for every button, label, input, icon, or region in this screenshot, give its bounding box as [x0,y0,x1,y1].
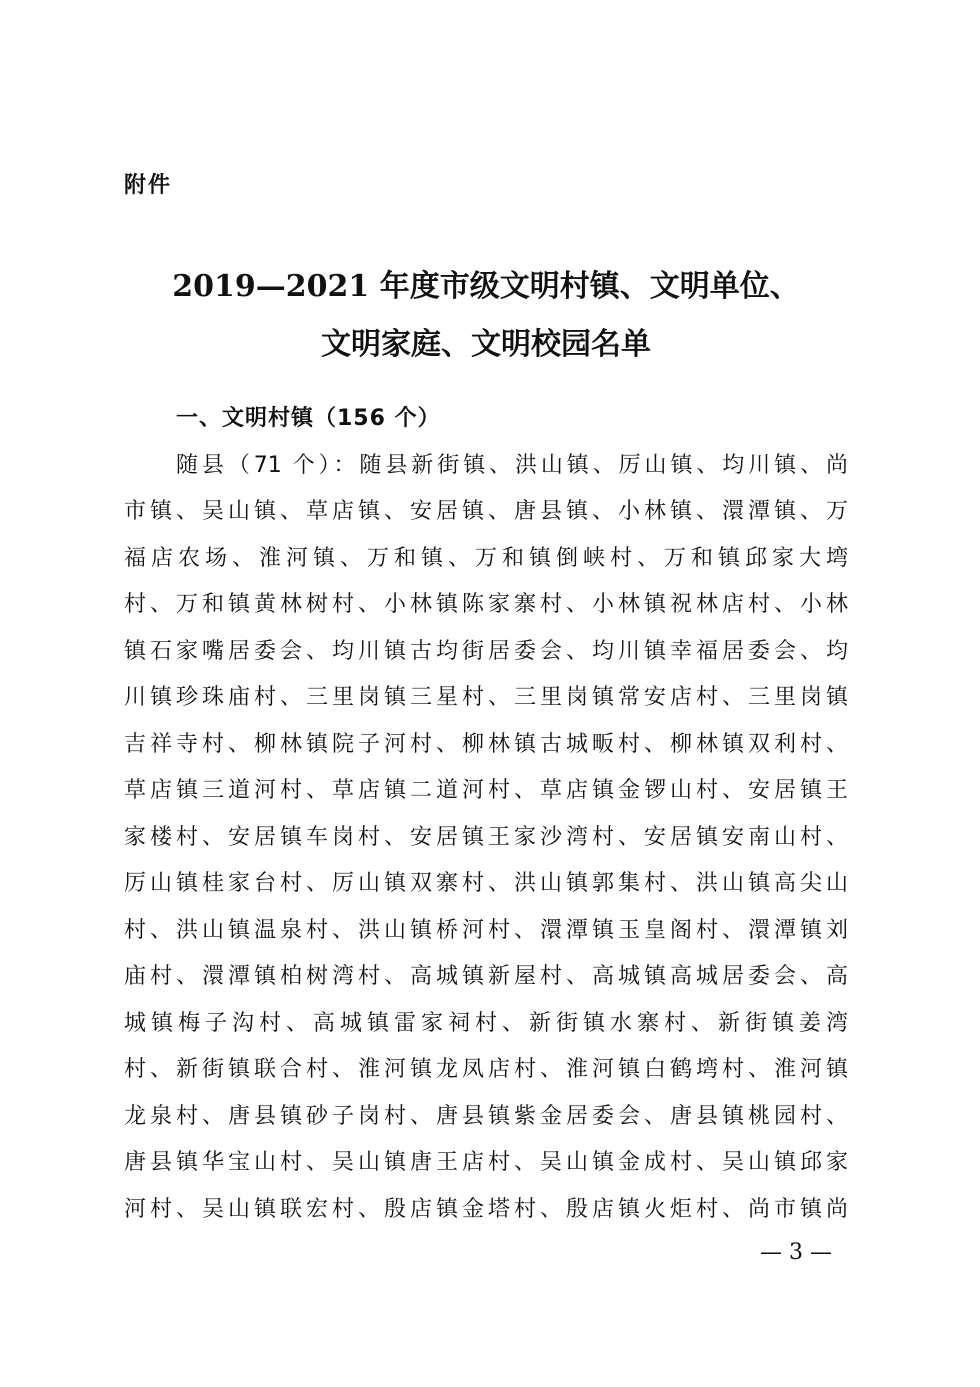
body-text-line: 福店农场、淮河镇、万和镇、万和镇倒峡村、万和镇邱家大塆 [124,546,848,571]
body-text-line: 吉祥寺村、柳林镇院子河村、柳林镇古城畈村、柳林镇双利村、 [124,732,848,757]
body-text-line: 镇石家嘴居委会、均川镇古均街居委会、均川镇幸福居委会、均 [124,639,848,664]
body-text-line: 厉山镇桂家台村、厉山镇双寨村、洪山镇郭集村、洪山镇高尖山 [124,871,848,896]
body-text-line: 家楼村、安居镇车岗村、安居镇王家沙湾村、安居镇安南山村、 [124,825,848,850]
attachment-label: 附件 [124,173,173,198]
body-text-line: 市镇、吴山镇、草店镇、安居镇、唐县镇、小林镇、澴潭镇、万 [124,499,848,524]
document-title-line-2: 文明家庭、文明校园名单 [321,327,651,362]
document-title-line-1: 2019—2021 年度市级文明村镇、文明单位、 [172,269,800,304]
body-text-line: 草店镇三道河村、草店镇二道河村、草店镇金锣山村、安居镇王 [124,778,848,803]
body-text-line: 唐县镇华宝山村、吴山镇唐王店村、吴山镇金成村、吴山镇邱家 [124,1150,848,1175]
body-text-line: 龙泉村、唐县镇砂子岗村、唐县镇紫金居委会、唐县镇桃园村、 [124,1104,848,1129]
body-text-line: 城镇梅子沟村、高城镇雷家祠村、新街镇水寨村、新街镇姜湾 [124,1011,848,1036]
body-text-line: 村、新街镇联合村、淮河镇龙凤店村、淮河镇白鹤塆村、淮河镇 [124,1057,848,1082]
body-text-line: 川镇珍珠庙村、三里岗镇三星村、三里岗镇常安店村、三里岗镇 [124,685,848,710]
body-text-line: 村、洪山镇温泉村、洪山镇桥河村、澴潭镇玉皇阁村、澴潭镇刘 [124,918,848,943]
body-text-line: 河村、吴山镇联宏村、殷店镇金塔村、殷店镇火炬村、尚市镇尚 [124,1197,848,1222]
page-number: — 3 — [760,1240,832,1265]
section-heading: 一、文明村镇（156 个） [176,406,441,431]
body-text-line: 庙村、澴潭镇柏树湾村、高城镇新屋村、高城镇高城居委会、高 [124,964,848,989]
body-text-line: 随县（71 个）：随县新街镇、洪山镇、厉山镇、均川镇、尚 [176,453,848,478]
body-text-line: 村、万和镇黄林树村、小林镇陈家寨村、小林镇祝林店村、小林 [124,592,848,617]
